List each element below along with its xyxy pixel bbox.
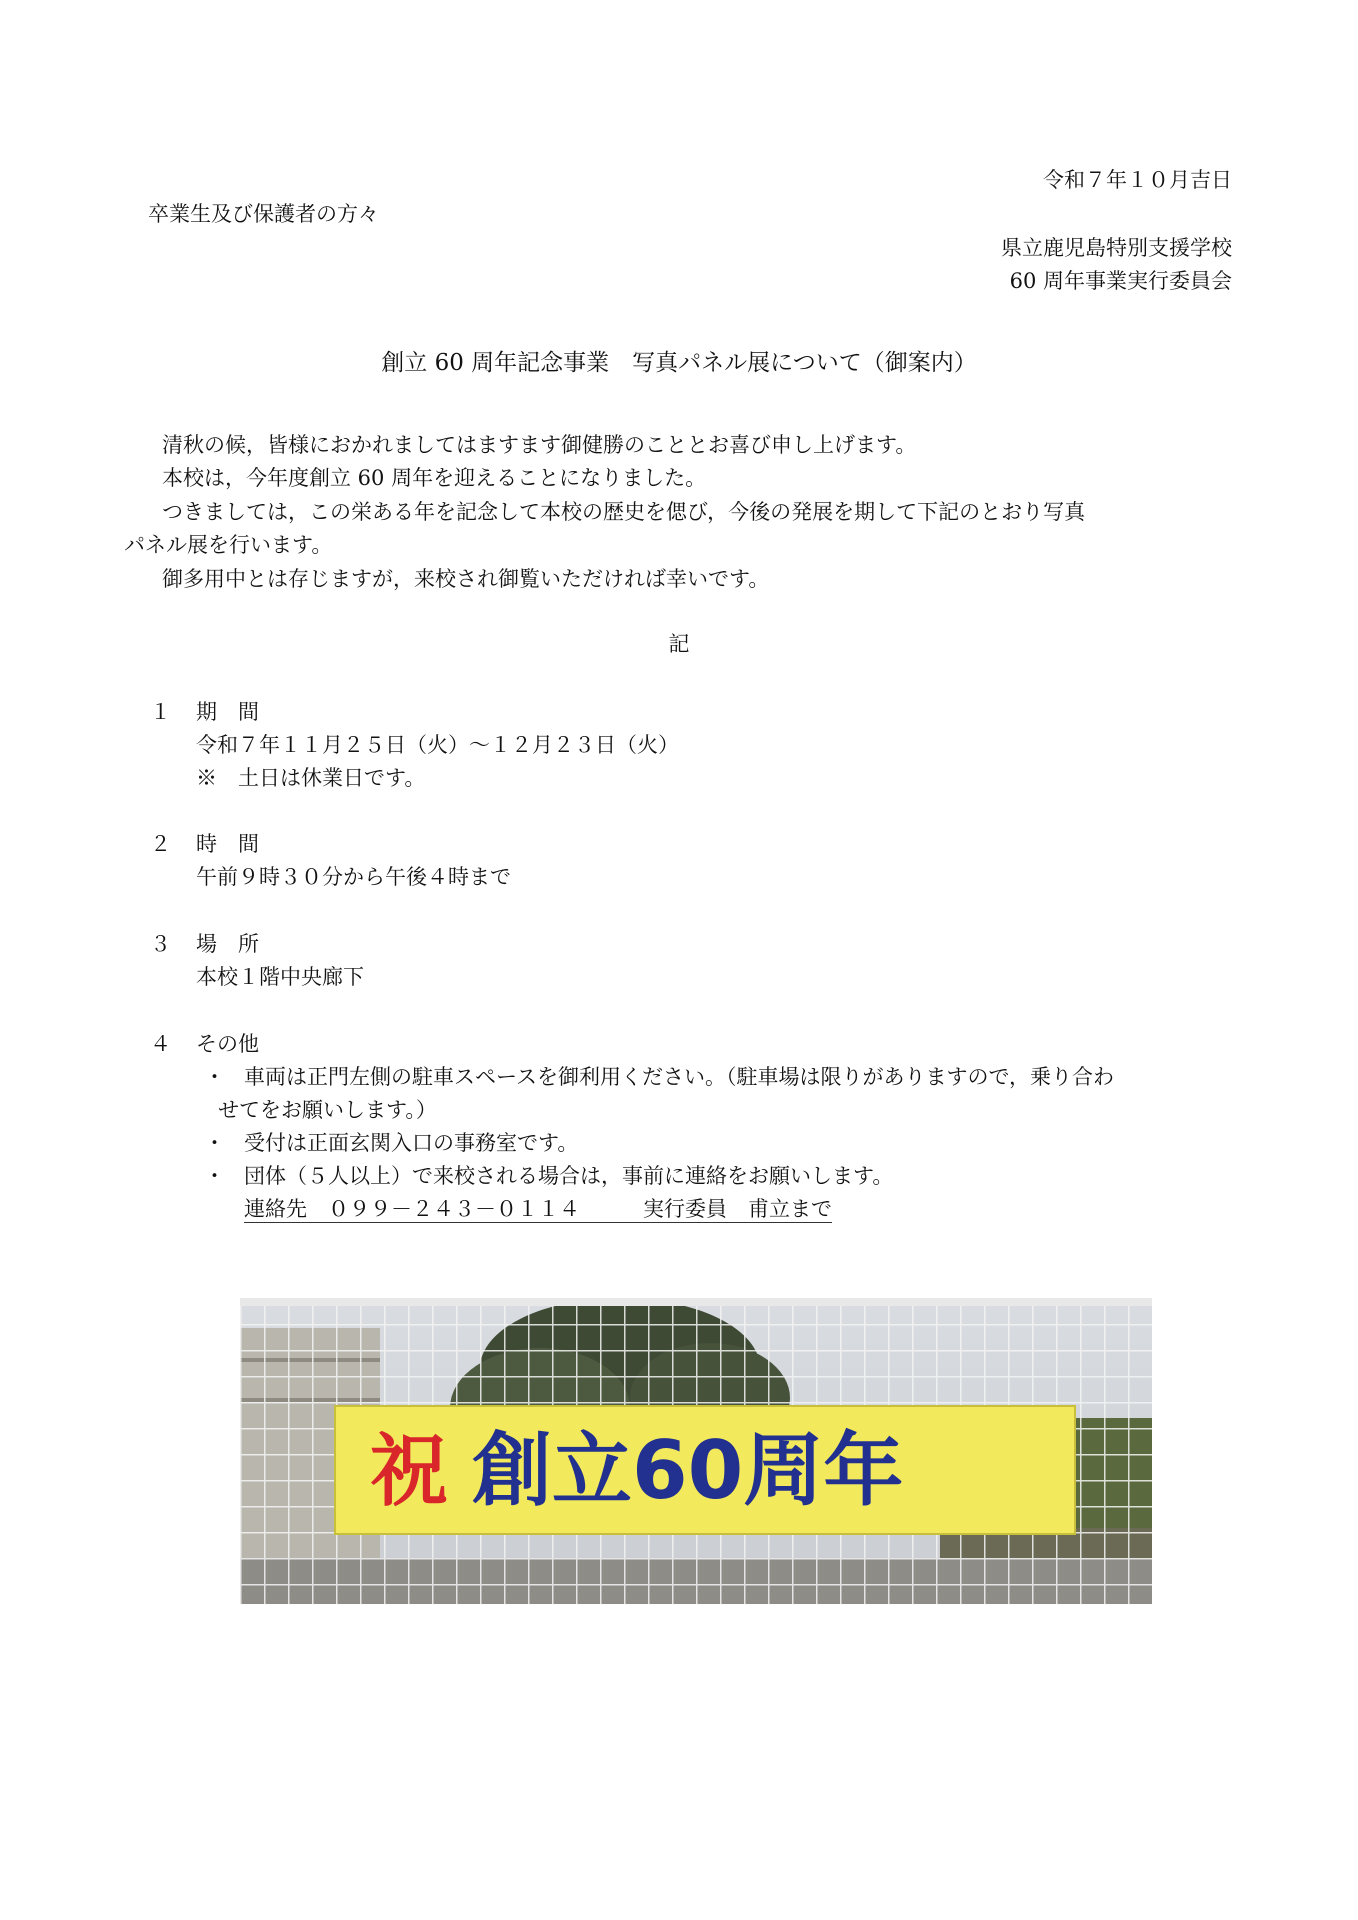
anniversary-banner-photo [240, 1298, 1152, 1604]
item-1-heading: 期 間 [196, 700, 259, 724]
item-2-number: ２ [150, 832, 171, 856]
paragraph-anniversary: 本校は，今年度創立 60 周年を迎えることになりました。 [162, 466, 707, 490]
bullet-2: ・ [204, 1131, 225, 1155]
parking-note-line2: せてをお願いします。） [218, 1098, 437, 1122]
item-4-heading: その他 [196, 1032, 259, 1056]
period-note: ※ 土日は休業日です。 [196, 766, 426, 790]
sender-committee: 60 周年事業実行委員会 [1009, 269, 1232, 293]
time-value: 午前９時３０分から午後４時まで [196, 865, 511, 889]
group-visit-note: 団体（５人以上）で来校される場合は，事前に連絡をお願いします。 [244, 1164, 894, 1188]
ki-heading: 記 [668, 632, 690, 656]
bullet-3: ・ [204, 1164, 225, 1188]
banner-anniversary-text: 創立60周年 [472, 1424, 904, 1517]
bullet-1: ・ [204, 1065, 225, 1089]
paragraph-purpose-line1: つきましては，この栄ある年を記念して本校の歴史を偲び，今後の発展を期して下記のとおり写真 [162, 500, 1086, 524]
place-value: 本校１階中央廊下 [196, 965, 364, 989]
recipient: 卒業生及び保護者の方々 [148, 202, 379, 226]
sender-school: 県立鹿児島特別支援学校 [1001, 236, 1232, 260]
period-dates: 令和７年１１月２５日（火）～１２月２３日（火） [196, 733, 679, 757]
contact-info: 連絡先 ０９９－２４３－０１１４ 実行委員 甫立まで [244, 1197, 832, 1221]
item-3-number: ３ [150, 932, 171, 956]
item-1-number: １ [150, 700, 171, 724]
item-3-heading: 場 所 [196, 932, 259, 956]
banner-celebration-char: 祝 [370, 1427, 449, 1517]
item-2-heading: 時 間 [196, 832, 259, 856]
item-4-number: ４ [150, 1032, 171, 1056]
issue-date: 令和７年１０月吉日 [1043, 168, 1232, 192]
reception-note: 受付は正面玄関入口の事務室です。 [244, 1131, 579, 1155]
page-title: 創立 60 周年記念事業 写真パネル展について（御案内） [381, 350, 977, 376]
paragraph-invitation: 御多用中とは存じますが，来校され御覧いただければ幸いです。 [162, 567, 770, 591]
paragraph-purpose-line2: パネル展を行います。 [124, 533, 333, 557]
parking-note-line1: 車両は正門左側の駐車スペースを御利用ください。（駐車場は限りがありますので，乗り合わ [244, 1065, 1115, 1089]
paragraph-greeting: 清秋の候，皆様におかれましてはますます御健勝のこととお喜び申し上げます。 [162, 433, 917, 457]
